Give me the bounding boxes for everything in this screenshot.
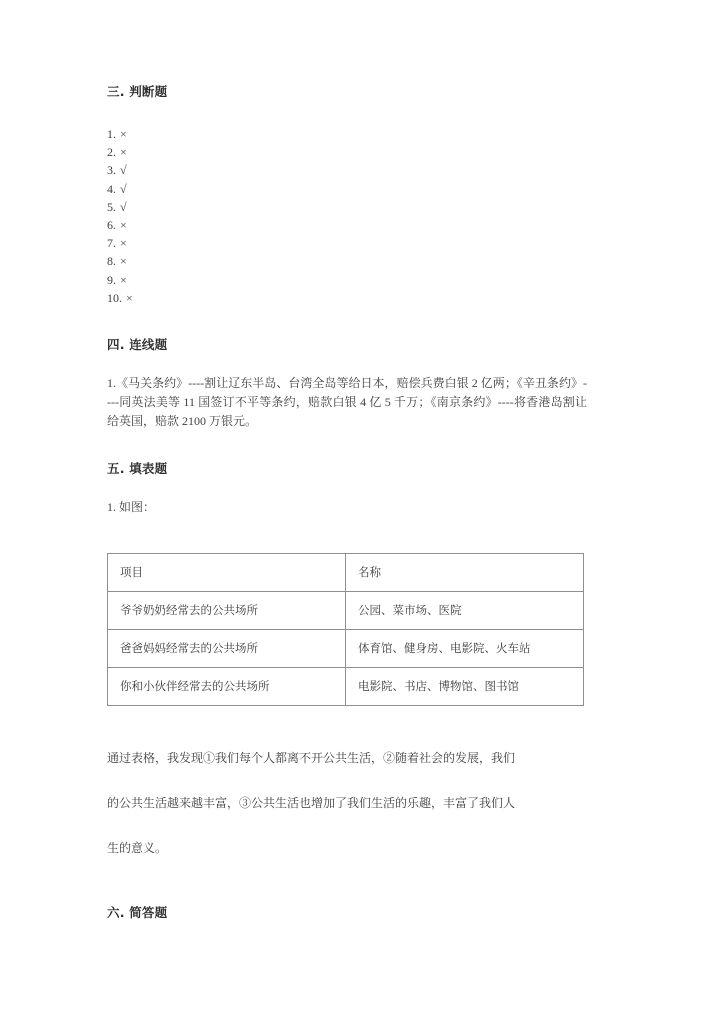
item-number: 3. [107, 163, 116, 178]
section-heading-fill-table: 五. 填表题 [107, 461, 168, 477]
item-number: 2. [107, 145, 116, 160]
item-number: 8. [107, 254, 116, 269]
item-number: 1. [107, 127, 116, 141]
list-item [107, 252, 587, 270]
list-item [107, 216, 587, 234]
table-cell-name: 电影院、书店、博物馆、图书馆 [346, 668, 584, 706]
item-number: 6. [107, 218, 116, 233]
item-answer: × [120, 236, 127, 251]
list-item [107, 198, 587, 216]
fill-table-prompt: 1. 如图： [107, 500, 156, 515]
conclusion-line: 生的意义。 [107, 841, 168, 856]
list-item [107, 180, 587, 198]
conclusion-paragraph [107, 736, 587, 871]
table-cell-item: 爷爷奶奶经常去的公共场所 [108, 592, 346, 630]
table-cell-name: 体育馆、健身房、电影院、火车站 [346, 630, 584, 668]
list-item [107, 271, 587, 289]
section-heading-matching: 四. 连线题 [107, 337, 168, 353]
public-places-table [107, 553, 584, 706]
conclusion-line: 的公共生活越来越丰富，③公共生活也增加了我们生活的乐趣，丰富了我们人 [107, 796, 516, 811]
item-number: 10. [107, 290, 122, 305]
table-cell-item: 爸爸妈妈经常去的公共场所 [108, 630, 346, 668]
item-answer: × [126, 290, 133, 305]
item-answer: √ [120, 163, 127, 178]
list-item [107, 289, 587, 307]
item-answer: × [120, 218, 127, 233]
item-answer: × [120, 127, 127, 141]
list-item [107, 143, 587, 161]
document-content [107, 84, 587, 920]
table-header-row [108, 554, 584, 592]
table-container [107, 553, 587, 706]
item-answer: × [120, 254, 127, 269]
item-number: 5. [107, 199, 116, 214]
table-row [108, 630, 584, 668]
matching-answer-paragraph: 1.《马关条约》----割让辽东半岛、台湾全岛等给日本，赔偿兵费白银 2 亿两；《辛丑条约》----同英法美等 11 国签订不平等条约，赔款白银 4 亿 5 千万；《南京条约》----将香港岛割让给英国，赔款 2100 万银元。 [107, 376, 587, 429]
table-cell-name: 公园、菜市场、医院 [346, 592, 584, 630]
item-answer: √ [120, 199, 127, 214]
item-number: 4. [107, 181, 116, 196]
list-item [107, 234, 587, 252]
item-number: 7. [107, 236, 116, 251]
item-answer: × [120, 145, 127, 160]
item-number: 9. [107, 272, 116, 287]
column-header-item: 项目 [108, 554, 346, 592]
table-row [108, 592, 584, 630]
section-heading-short-answer: 六. 简答题 [107, 905, 168, 921]
section-heading-true-false: 三. 判断题 [107, 84, 168, 99]
list-item [107, 125, 587, 143]
item-answer: × [120, 272, 127, 287]
column-header-name: 名称 [346, 554, 584, 592]
item-answer: √ [120, 181, 127, 196]
conclusion-line: 通过表格，我发现①我们每个人都离不开公共生活，②随着社会的发展，我们 [107, 751, 516, 766]
list-item [107, 161, 587, 179]
true-false-answer-list [107, 125, 587, 307]
table-row [108, 668, 584, 706]
table-cell-item: 你和小伙伴经常去的公共场所 [108, 668, 346, 706]
